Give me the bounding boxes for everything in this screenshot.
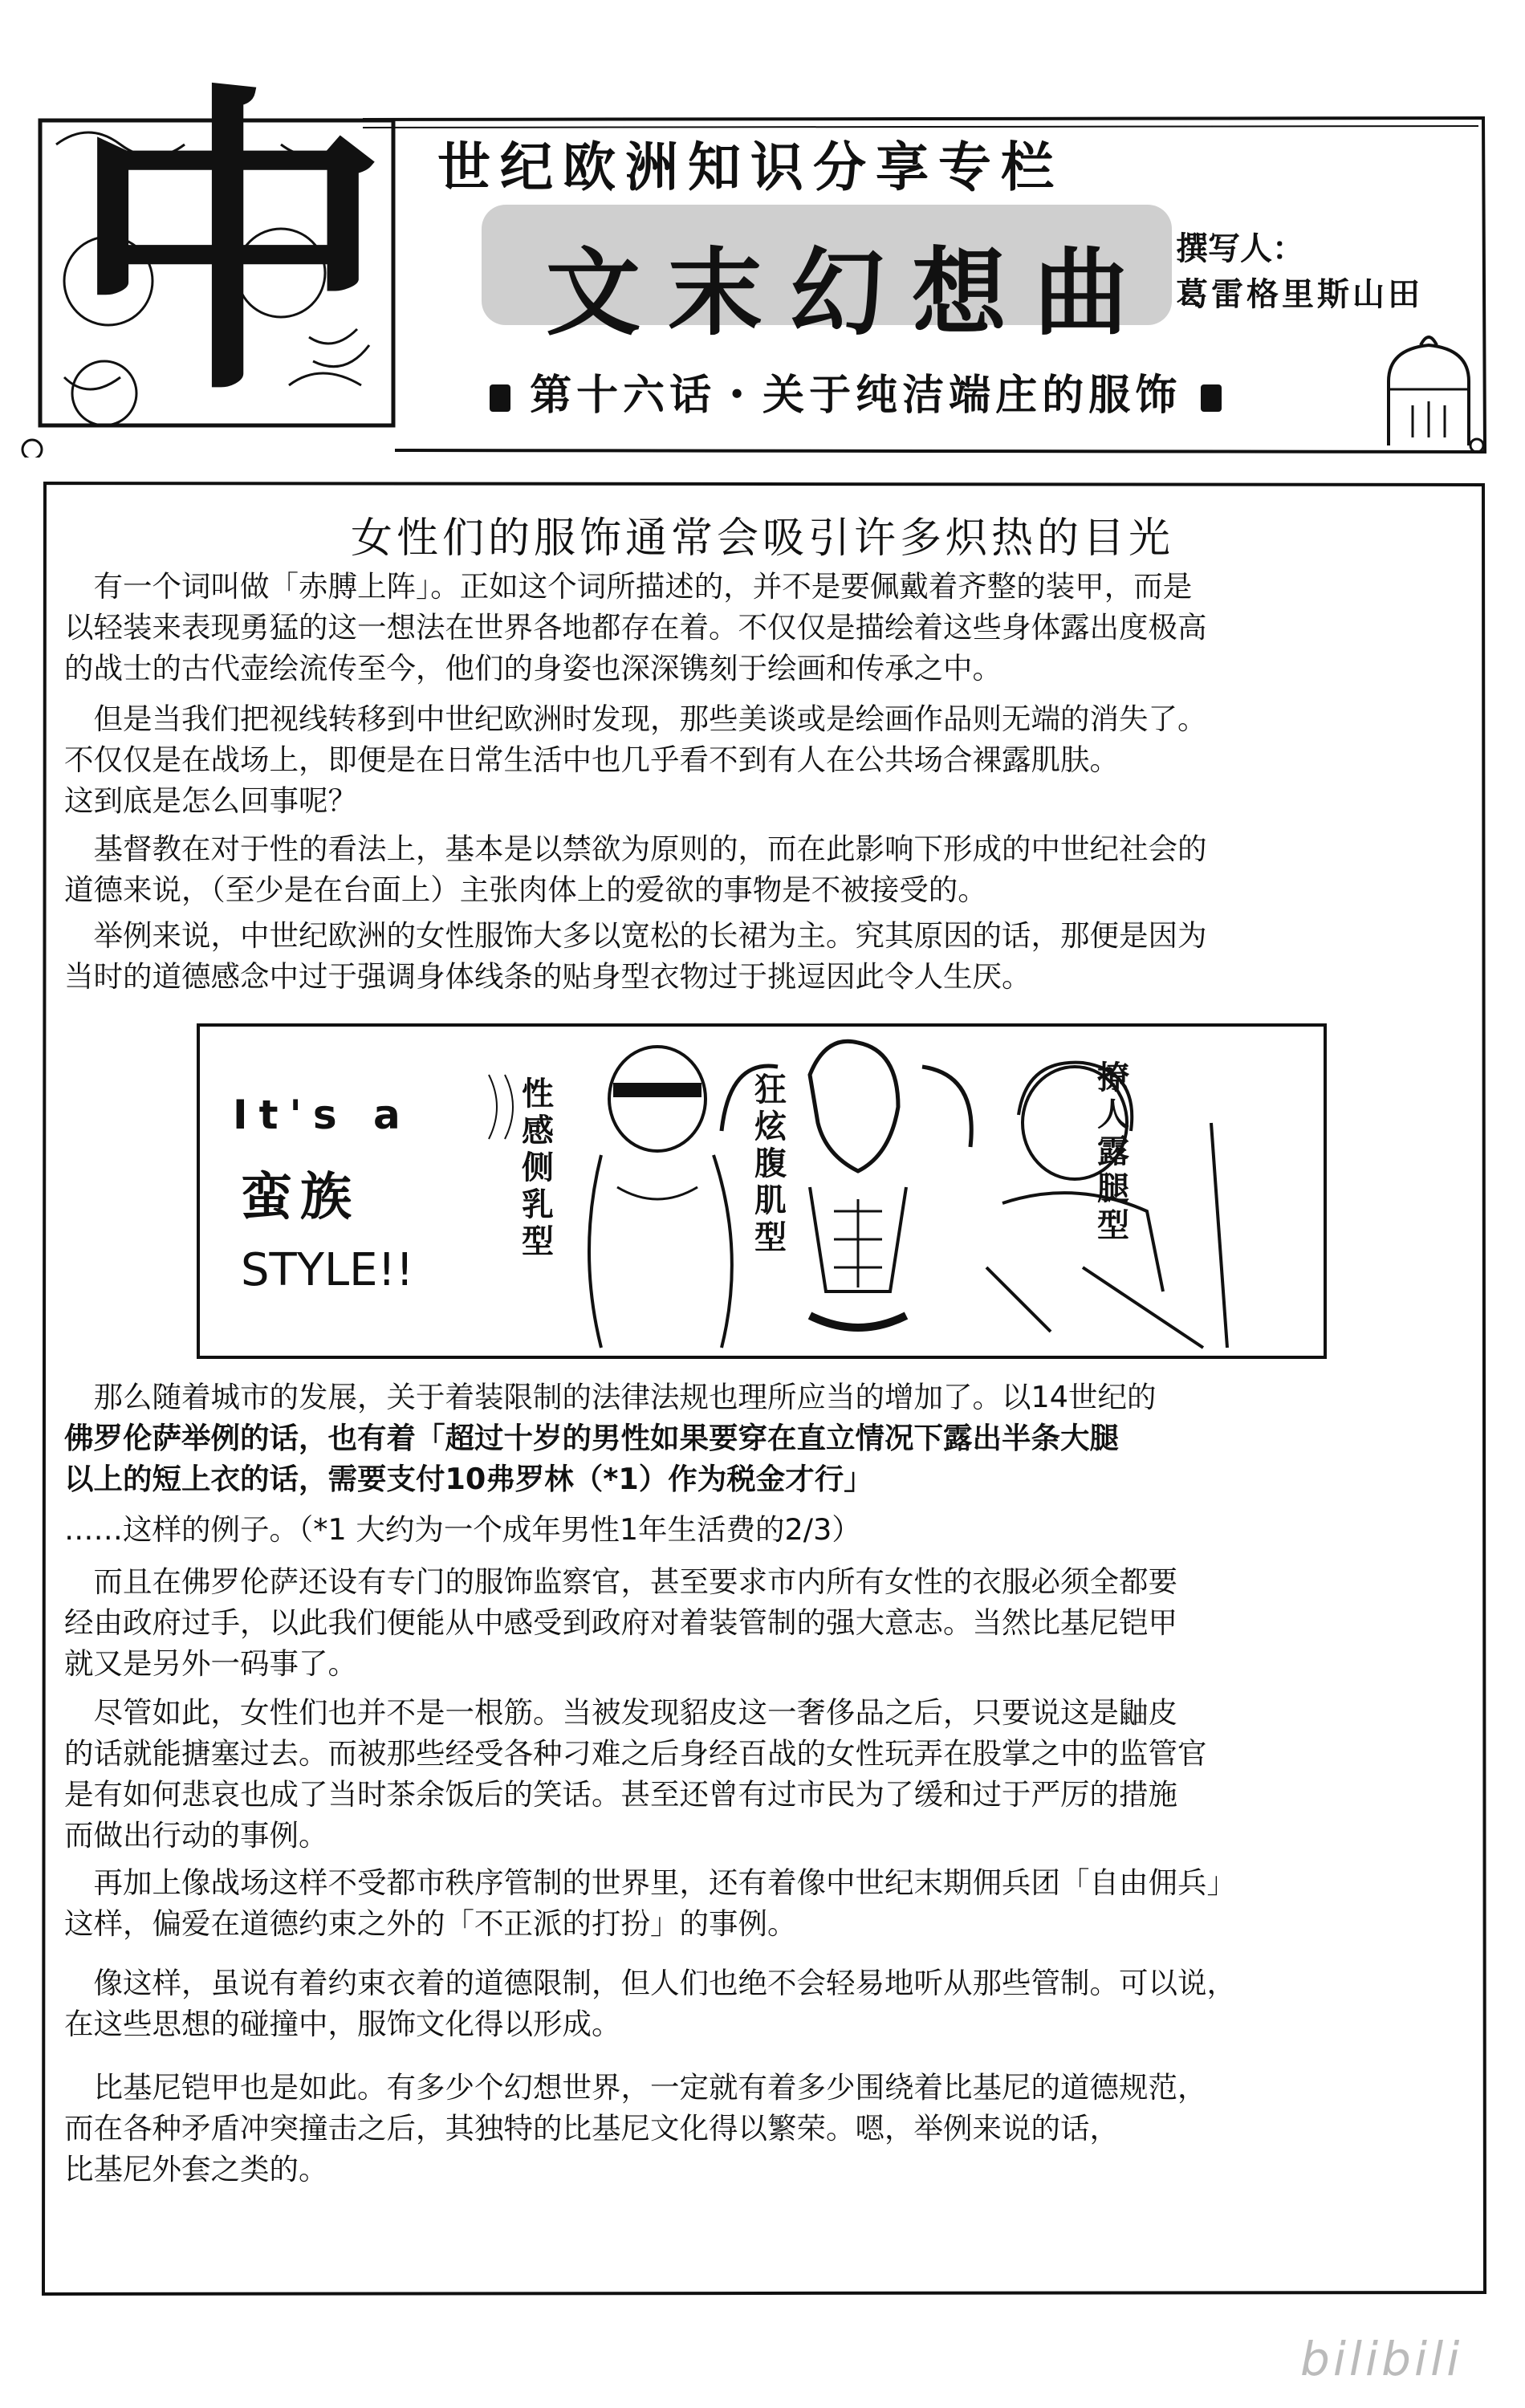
- panel-caption-line-1: It's a: [233, 1092, 412, 1138]
- panel-caption-line-2: 蛮族: [241, 1167, 360, 1227]
- text-line: 再加上像战场这样不受都市秩序管制的世界里，还有着像中世纪末期佣兵团「自由佣兵」: [64, 1865, 1236, 1900]
- main-title: 文末幻想曲: [546, 237, 1157, 348]
- paragraph-2: [64, 698, 1477, 821]
- text-line: 的战士的古代壶绘流传至今，他们的身姿也深深镌刻于绘画和传承之中。: [64, 651, 1002, 685]
- text-line: 像这样，虽说有着约束衣着的道德限制，但人们也绝不会轻易地听从那些管制。可以说，: [64, 1966, 1236, 2000]
- text-line: 经由政府过手，以此我们便能从中感受到政府对着装管制的强大意志。当然比基尼铠甲: [64, 1605, 1177, 1640]
- text-line: 这样，偏爱在道德约束之外的「不正派的打扮」的事例。: [64, 1906, 797, 1941]
- label-abs-type: 狂炫腹肌型: [754, 1072, 787, 1256]
- text-line: 以上的短上衣的话，需要支付10弗罗林（*1）作为税金才行」: [64, 1462, 873, 1496]
- bullet-box-icon: [1201, 384, 1222, 412]
- paragraph-11: [64, 2067, 1477, 2190]
- text-line: 举例来说，中世纪欧洲的女性服饰大多以宽松的长裙为主。究其原因的话，那便是因为: [64, 918, 1207, 953]
- paragraph-6: [64, 1509, 1477, 1550]
- text-line: 尽管如此，女性们也并不是一根筋。当被发现貂皮这一奢侈品之后，只要说这是鼬皮: [64, 1695, 1177, 1730]
- text-line: 比基尼铠甲也是如此。有多少个幻想世界，一定就有着多少围绕着比基尼的道德规范，: [64, 2070, 1207, 2105]
- text-line: 就又是另外一码事了。: [64, 1646, 357, 1681]
- label-sideboob-type: 性感侧乳型: [522, 1076, 554, 1260]
- text-line: ……这样的例子。（*1 大约为一个成年男性1年生活费的2/3）: [64, 1512, 861, 1547]
- text-line: 是有如何悲哀也成了当时茶余饭后的笑话。甚至还曾有过市民为了缓和过于严厉的措施: [64, 1777, 1177, 1812]
- bullet-box-icon: [490, 384, 510, 412]
- paragraph-5: [64, 1377, 1477, 1499]
- paragraph-1: [64, 566, 1477, 689]
- text-line: 有一个词叫做「赤膊上阵」。正如这个词所描述的，并不是要佩戴着齐整的装甲，而是: [64, 569, 1193, 604]
- text-line: 道德来说，（至少是在台面上）主张肉体上的爱欲的事物是不被接受的。: [64, 872, 987, 907]
- text-line: 那么随着城市的发展，关于着装限制的法律法规也理所应当的增加了。以14世纪的: [64, 1380, 1157, 1414]
- text-line: 在这些思想的碰撞中，服饰文化得以形成。: [64, 2007, 621, 2041]
- text-line: 但是当我们把视线转移到中世纪欧洲时发现，那些美谈或是绘画作品则无端的消失了。: [64, 702, 1207, 736]
- bilibili-watermark: bilibili: [1300, 2332, 1463, 2386]
- writer-name: 葛雷格里斯山田: [1176, 276, 1423, 313]
- text-line: 不仅仅是在战场上，即便是在日常生活中也几乎看不到有人在公共场合裸露肌肤。: [64, 742, 1119, 777]
- text-line: 以轻装来表现勇猛的这一想法在世界各地都存在着。不仅仅是描绘着这些身体露出度极高: [64, 610, 1207, 645]
- text-line: 基督教在对于性的看法上，基本是以禁欲为原则的，而在此影响下形成的中世纪社会的: [64, 832, 1207, 866]
- text-line: 的话就能搪塞过去。而被那些经受各种刁难之后身经百战的女性玩弄在股掌之中的监管官: [64, 1736, 1207, 1771]
- text-line: 佛罗伦萨举例的话，也有着「超过十岁的男性如果要穿在直立情况下露出半条大腿: [64, 1421, 1119, 1455]
- paragraph-10: [64, 1963, 1477, 2044]
- text-line: 这到底是怎么回事呢？: [64, 783, 357, 818]
- panel-caption-line-3: STYLE!!: [241, 1244, 414, 1296]
- text-line: 比基尼外套之类的。: [64, 2152, 328, 2186]
- paragraph-7: [64, 1561, 1477, 1684]
- mascot-icon: [1372, 325, 1485, 454]
- paragraph-4: [64, 915, 1477, 997]
- paragraph-8: [64, 1692, 1477, 1856]
- paragraph-9: [64, 1862, 1477, 1944]
- series-title: 世纪欧洲知识分享专栏: [437, 136, 1063, 198]
- label-legs-type: 撩人露腿型: [1097, 1060, 1129, 1244]
- text-line: 而做出行动的事例。: [64, 1818, 328, 1853]
- text-line: 而且在佛罗伦萨还设有专门的服饰监察官，甚至要求市内所有女性的衣服必须全都要: [64, 1564, 1177, 1599]
- episode-title-row: [490, 361, 1222, 421]
- text-line: 而在各种矛盾冲突撞击之后，其独特的比基尼文化得以繁荣。嗯，举例来说的话，: [64, 2111, 1119, 2146]
- article-heading: 女性们的服饰通常会吸引许多炽热的目光: [350, 515, 1174, 563]
- drop-cap: 中: [68, 56, 389, 433]
- text-line: 当时的道德感念中过于强调身体线条的贴身型衣物过于挑逗因此令人生厌。: [64, 959, 1031, 994]
- writer-label: 撰写人：: [1176, 230, 1304, 267]
- paragraph-3: [64, 828, 1477, 910]
- episode-title: 第十六话・关于纯洁端庄的服饰: [530, 372, 1182, 420]
